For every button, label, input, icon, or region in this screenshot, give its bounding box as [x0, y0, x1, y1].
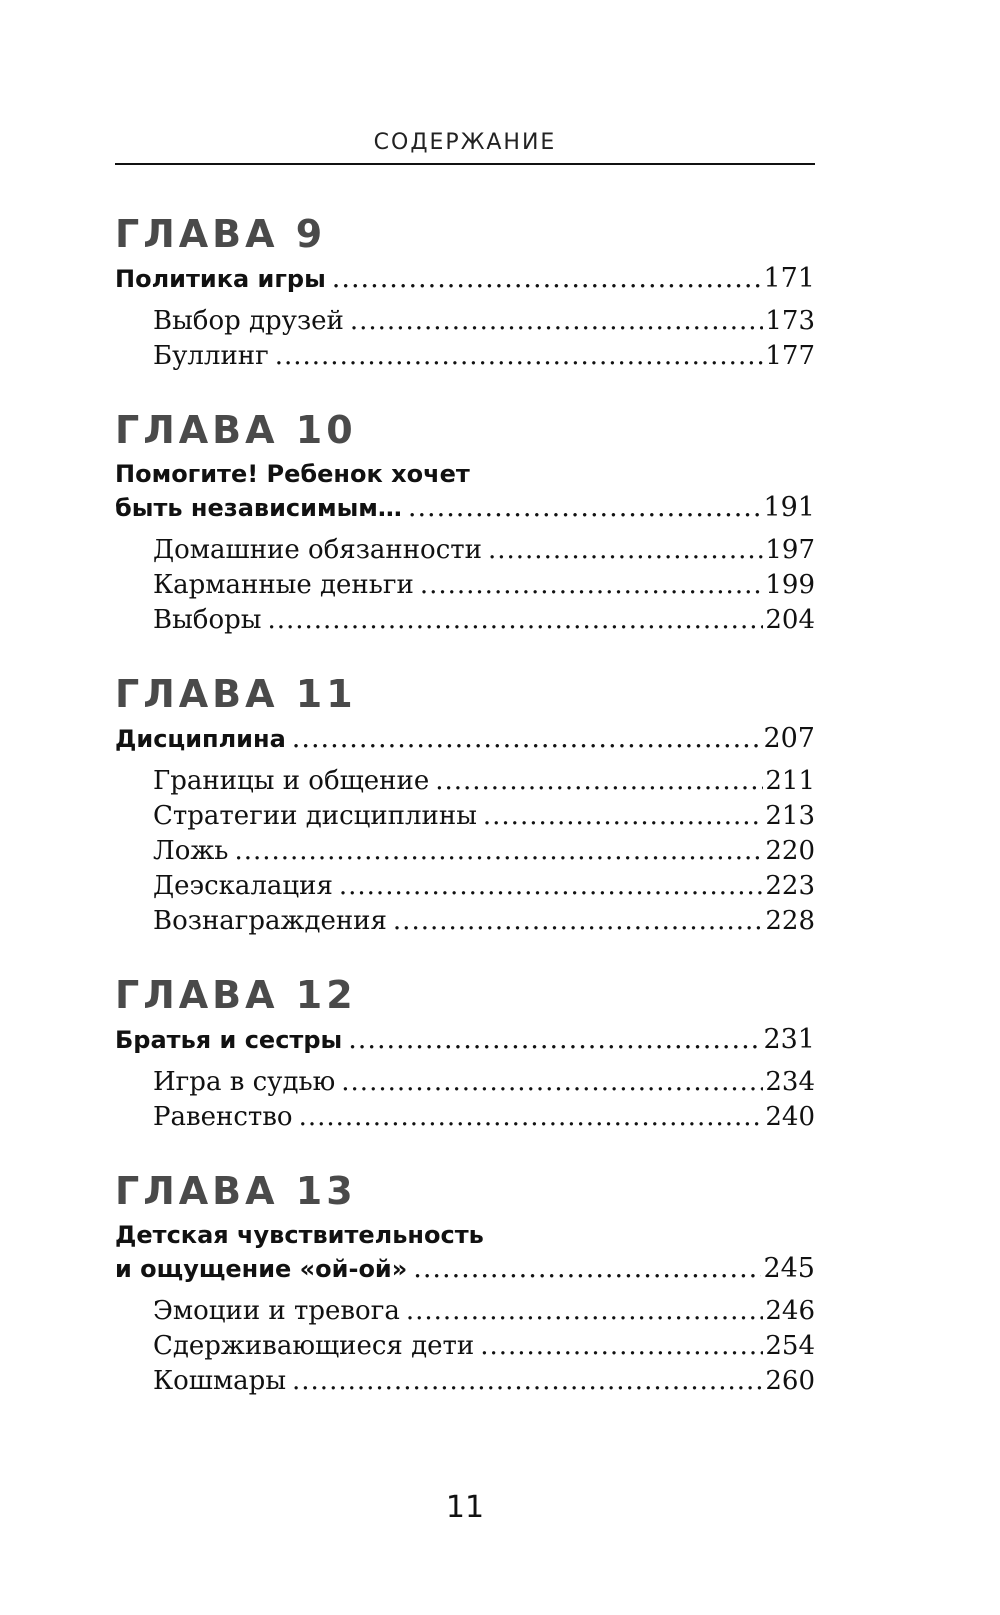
- toc-entry-title: Политика игры: [115, 265, 326, 293]
- toc-page-number: 254: [765, 1331, 815, 1361]
- toc-page-number: 231: [763, 1024, 815, 1055]
- toc-entry-title: Кошмары: [153, 1366, 287, 1396]
- toc-sub-entry[interactable]: [115, 1294, 815, 1329]
- toc-page-number: 213: [765, 801, 815, 831]
- toc-entry-title: Братья и сестры: [115, 1026, 343, 1054]
- chapter-13: [115, 1165, 815, 1399]
- chapter-11: [115, 668, 815, 939]
- toc-entry-title: Стратегии дисциплины: [153, 801, 477, 831]
- toc-entry-title: Границы и общение: [153, 766, 430, 796]
- toc-sub-entry[interactable]: [115, 834, 815, 869]
- toc-sub-entry[interactable]: [115, 339, 815, 374]
- chapter-10: [115, 404, 815, 638]
- chapter-9: [115, 208, 815, 374]
- dot-leader: [393, 904, 763, 939]
- toc-page-number: 173: [765, 306, 815, 336]
- toc-page-number: 211: [765, 766, 815, 796]
- toc-page-number: 245: [763, 1253, 815, 1284]
- toc-sub-entry[interactable]: [115, 764, 815, 799]
- toc-entry-title: Равенство: [153, 1102, 293, 1132]
- dot-leader: [420, 568, 764, 603]
- toc-main-entry[interactable]: [115, 458, 815, 525]
- toc-sub-entry[interactable]: [115, 1364, 815, 1399]
- toc-entry-title: Домашние обязанности: [153, 535, 482, 565]
- toc-sub-entry[interactable]: [115, 1100, 815, 1135]
- toc-entry-title: Игра в судью: [153, 1067, 336, 1097]
- table-of-contents: [115, 208, 815, 1429]
- toc-entry-title: Вознаграждения: [153, 906, 387, 936]
- dot-leader: [435, 764, 763, 799]
- dot-leader: [413, 1252, 761, 1285]
- toc-sub-entry[interactable]: [115, 904, 815, 939]
- page-number: 11: [445, 1490, 485, 1525]
- toc-entry-title-line: Помогите! Ребенок хочет: [115, 460, 470, 488]
- dot-leader: [292, 1364, 763, 1399]
- dot-leader: [488, 533, 763, 568]
- toc-entry-title: Эмоции и тревога: [153, 1296, 400, 1326]
- toc-page-number: 234: [765, 1067, 815, 1097]
- toc-page-number: 207: [763, 723, 815, 754]
- toc-sub-entry[interactable]: [115, 869, 815, 904]
- toc-entry-title: быть независимым…: [115, 494, 402, 522]
- toc-entry-title: Буллинг: [153, 341, 269, 371]
- book-page: [115, 0, 815, 1615]
- toc-sub-entry[interactable]: [115, 603, 815, 638]
- toc-main-entry[interactable]: [115, 262, 815, 296]
- toc-entry-title: Выбор друзей: [153, 306, 344, 336]
- toc-entry-title: Сдерживающиеся дети: [153, 1331, 475, 1361]
- toc-page-number: 240: [765, 1102, 815, 1132]
- toc-page-number: 223: [765, 871, 815, 901]
- toc-page-number: 191: [763, 492, 815, 523]
- dot-leader: [339, 869, 763, 904]
- toc-main-entry[interactable]: [115, 722, 815, 756]
- toc-page-number: 246: [765, 1296, 815, 1326]
- dot-leader: [348, 1023, 761, 1056]
- chapter-12: [115, 969, 815, 1135]
- dot-leader: [275, 339, 764, 374]
- chapter-label: ГЛАВА 10: [115, 408, 357, 452]
- toc-page-number: 177: [765, 341, 815, 371]
- toc-sub-entry[interactable]: [115, 533, 815, 568]
- toc-sub-entry[interactable]: [115, 1329, 815, 1364]
- toc-main-entry[interactable]: [115, 1023, 815, 1057]
- dot-leader: [341, 1065, 763, 1100]
- chapter-label: ГЛАВА 13: [115, 1169, 357, 1213]
- toc-page-number: 199: [765, 570, 815, 600]
- toc-entry-title: Ложь: [153, 836, 229, 866]
- dot-leader: [406, 1294, 764, 1329]
- toc-entry-title: и ощущение «ой-ой»: [115, 1255, 408, 1283]
- chapter-label: ГЛАВА 9: [115, 212, 327, 256]
- dot-leader: [480, 1329, 763, 1364]
- chapter-label: ГЛАВА 12: [115, 973, 357, 1017]
- toc-sub-entry[interactable]: [115, 568, 815, 603]
- toc-page-number: 260: [765, 1366, 815, 1396]
- toc-page-number: 171: [763, 263, 815, 294]
- toc-page-number: 204: [765, 605, 815, 635]
- toc-main-entry[interactable]: [115, 1219, 815, 1286]
- toc-sub-entry[interactable]: [115, 304, 815, 339]
- dot-leader: [234, 834, 763, 869]
- toc-entry-title: Деэскалация: [153, 871, 333, 901]
- toc-page-number: 197: [765, 535, 815, 565]
- dot-leader: [350, 304, 763, 339]
- toc-page-number: 220: [765, 836, 815, 866]
- header-rule: [115, 163, 815, 165]
- dot-leader: [292, 722, 762, 755]
- dot-leader: [332, 262, 762, 295]
- dot-leader: [483, 799, 763, 834]
- toc-entry-title-line: Детская чувствительность: [115, 1221, 484, 1249]
- toc-sub-entry[interactable]: [115, 1065, 815, 1100]
- toc-entry-title: Карманные деньги: [153, 570, 414, 600]
- dot-leader: [299, 1100, 764, 1135]
- running-head: СОДЕРЖАНИЕ: [373, 130, 557, 155]
- dot-leader: [408, 491, 762, 524]
- toc-sub-entry[interactable]: [115, 799, 815, 834]
- chapter-label: ГЛАВА 11: [115, 672, 357, 716]
- toc-page-number: 228: [765, 906, 815, 936]
- toc-entry-title: Выборы: [153, 605, 262, 635]
- toc-entry-title: Дисциплина: [115, 725, 286, 753]
- dot-leader: [267, 603, 763, 638]
